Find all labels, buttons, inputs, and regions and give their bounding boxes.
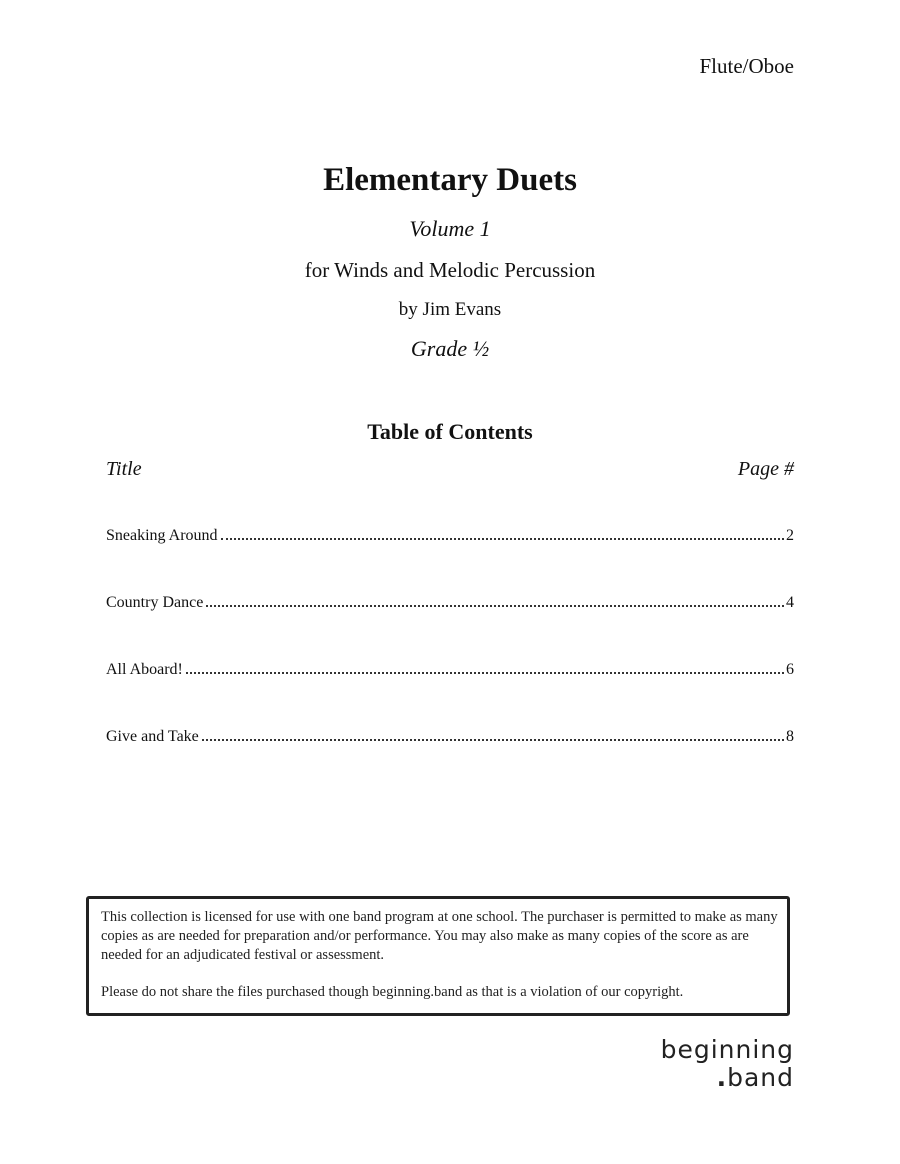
toc-entry-title: Sneaking Around [106, 527, 218, 544]
toc-dot-leader [221, 537, 784, 540]
toc-dot-leader [202, 738, 784, 741]
copyright-paragraph: Please do not share the files purchased though beginning.band as that is a violation of our copyright. [101, 984, 684, 1000]
toc-entry [106, 728, 794, 752]
license-notice-box [86, 896, 790, 1016]
logo-line-1: beginning [660, 1035, 794, 1064]
toc-page-column-header: Page # [737, 458, 794, 480]
toc-dot-leader [206, 604, 784, 607]
subtitle: for Winds and Melodic Percussion [304, 258, 596, 282]
toc-entry [106, 661, 794, 685]
toc-entry-page: 2 [786, 527, 794, 544]
toc-entry-page: 8 [786, 728, 794, 745]
toc-entry [106, 594, 794, 618]
toc-entry-page: 6 [786, 661, 794, 678]
logo-dot-icon: . [716, 1063, 728, 1092]
toc-title-column-header: Title [106, 458, 142, 480]
instrument-label: Flute/Oboe [699, 54, 794, 78]
toc-dot-leader [186, 671, 784, 674]
volume-label: Volume 1 [409, 216, 491, 241]
toc-heading: Table of Contents [367, 419, 533, 444]
toc-entry [106, 527, 794, 551]
license-paragraph: This collection is licensed for use with one band program at one school. The purchaser is permitted to make as many copies as are needed for preparation and/or performance. You may also make as many copies of the score as are needed for an adjudicated festival or assessment. [101, 909, 778, 963]
toc-entry-title: All Aboard! [106, 661, 183, 678]
document-title: Elementary Duets [323, 162, 577, 198]
author-credit: by Jim Evans [398, 299, 502, 320]
toc-list [106, 527, 794, 795]
grade-label: Grade ½ [410, 336, 490, 361]
toc-entry-page: 4 [786, 594, 794, 611]
logo-line-2: band [727, 1063, 794, 1092]
toc-entry-title: Country Dance [106, 594, 204, 611]
toc-entry-title: Give and Take [106, 728, 199, 745]
publisher-logo [661, 1036, 794, 1092]
